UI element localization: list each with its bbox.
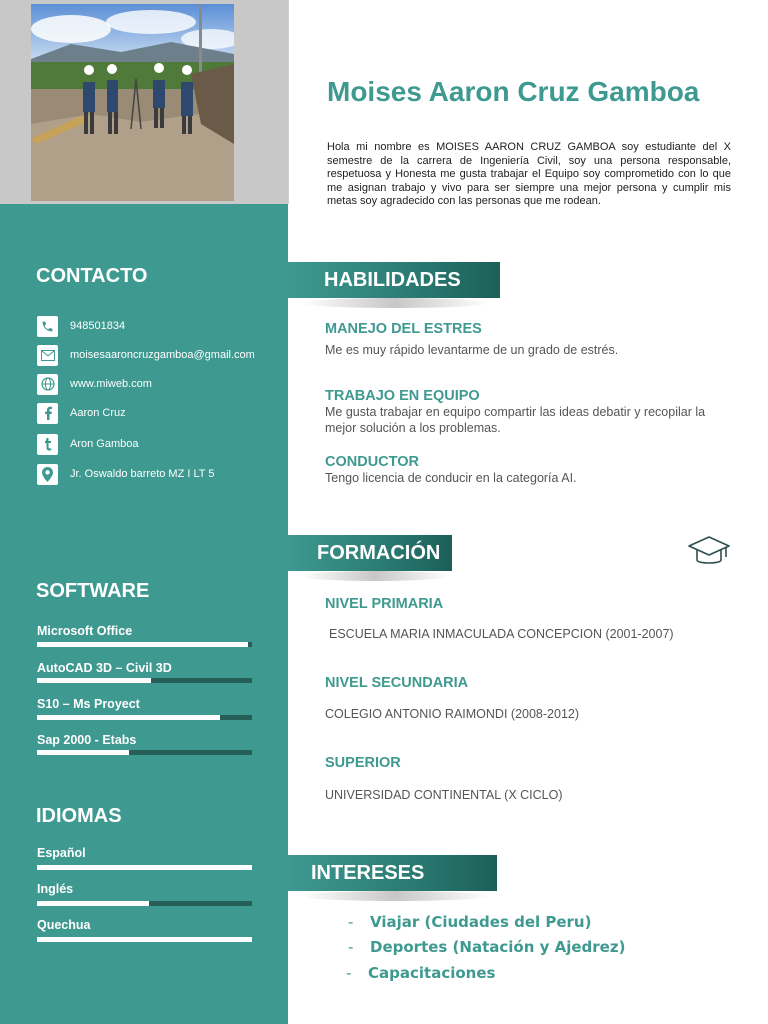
software-bar bbox=[37, 715, 252, 720]
software-label: AutoCAD 3D – Civil 3D bbox=[37, 661, 172, 675]
interest-bullet: - bbox=[348, 913, 354, 931]
tumblr-icon bbox=[37, 434, 58, 455]
contact-heading: CONTACTO bbox=[36, 265, 148, 287]
language-label: Español bbox=[37, 846, 86, 860]
contact-phone[interactable] bbox=[37, 315, 125, 337]
software-bar-fill bbox=[37, 715, 220, 720]
software-bar bbox=[37, 750, 252, 755]
contact-tumblr-text: Aron Gamboa bbox=[70, 438, 139, 450]
email-icon bbox=[37, 345, 58, 366]
interest-text: Viajar (Ciudades del Peru) bbox=[370, 913, 592, 931]
software-heading: SOFTWARE bbox=[36, 580, 150, 602]
education-banner bbox=[288, 535, 452, 571]
language-bar bbox=[37, 937, 252, 942]
skill-title: MANEJO DEL ESTRES bbox=[325, 321, 482, 337]
skills-banner bbox=[288, 262, 500, 298]
contact-web[interactable] bbox=[37, 373, 152, 395]
divider bbox=[288, 0, 289, 204]
interest-text: Deportes (Natación y Ajedrez) bbox=[370, 938, 626, 956]
language-bar bbox=[37, 901, 252, 906]
interest-item bbox=[348, 913, 591, 931]
interest-text: Capacitaciones bbox=[368, 964, 496, 982]
education-title: NIVEL SECUNDARIA bbox=[325, 675, 469, 691]
banner-shadow bbox=[300, 891, 490, 901]
language-label: Quechua bbox=[37, 918, 91, 932]
banner-shadow bbox=[300, 298, 490, 308]
software-bar bbox=[37, 678, 252, 683]
interests-banner bbox=[288, 855, 497, 891]
contact-email-text: moisesaaroncruzgamboa@gmail.com bbox=[70, 349, 255, 361]
education-text: COLEGIO ANTONIO RAIMONDI (2008-2012) bbox=[325, 707, 580, 721]
contact-facebook[interactable] bbox=[37, 402, 126, 424]
contact-tumblr[interactable] bbox=[37, 433, 138, 455]
skill-text: Me es muy rápido levantarme de un grado de estrés. bbox=[325, 343, 619, 357]
skill-title: TRABAJO EN EQUIPO bbox=[325, 388, 480, 404]
contact-email[interactable] bbox=[37, 344, 255, 366]
banner-shadow bbox=[300, 571, 450, 581]
contact-phone-text: 948501834 bbox=[70, 320, 126, 332]
language-label: Inglés bbox=[37, 882, 74, 896]
skill-title: CONDUCTOR bbox=[325, 454, 419, 470]
contact-address-text: Jr. Oswaldo barreto MZ I LT 5 bbox=[70, 468, 215, 480]
skill-text: Tengo licencia de conducir en la categoría AI. bbox=[325, 471, 577, 485]
interests-heading: INTERESES bbox=[311, 861, 425, 884]
education-heading: FORMACIÓN bbox=[317, 541, 441, 564]
contact-web-text: www.miweb.com bbox=[70, 378, 152, 390]
education-title: NIVEL PRIMARIA bbox=[325, 596, 444, 612]
education-text: UNIVERSIDAD CONTINENTAL (X CICLO) bbox=[325, 788, 563, 802]
software-bar-fill bbox=[37, 642, 248, 647]
interest-item bbox=[346, 964, 495, 982]
contact-facebook-text: Aaron Cruz bbox=[70, 407, 126, 419]
software-label: S10 – Ms Proyect bbox=[37, 697, 140, 711]
profile-photo bbox=[31, 4, 234, 201]
graduation-cap-icon bbox=[688, 535, 730, 572]
software-bar bbox=[37, 642, 252, 647]
languages-heading: IDIOMAS bbox=[36, 805, 122, 827]
skills-heading: HABILIDADES bbox=[324, 268, 461, 291]
language-bar bbox=[37, 865, 252, 870]
software-bar-fill bbox=[37, 750, 129, 755]
software-label: Sap 2000 - Etabs bbox=[37, 733, 137, 747]
interest-bullet: - bbox=[346, 964, 352, 982]
software-bar-fill bbox=[37, 678, 151, 683]
globe-icon bbox=[37, 374, 58, 395]
skill-text: Me gusta trabajar en equipo compartir las ideas debatir y recopilar la mejor solución a los problemas. bbox=[325, 405, 706, 435]
facebook-icon bbox=[37, 403, 58, 424]
phone-icon bbox=[37, 316, 58, 337]
language-bar-fill bbox=[37, 937, 252, 942]
interest-item bbox=[348, 938, 625, 956]
education-text: ESCUELA MARIA INMACULADA CONCEPCION (2001-2007) bbox=[329, 627, 674, 641]
interest-bullet: - bbox=[348, 938, 354, 956]
intro-paragraph: Hola mi nombre es MOISES AARON CRUZ GAMBOA soy estudiante del X semestre de la carrera de Ingeniería Civil, soy una persona responsable, respetuosa y Honesta me gusta trabajar el Equipo soy comprometido con lo que me asignan trabajo y vivo para ser siempre una mejor persona y cumplir mis metas soy agradecido con las personas que me rodean. bbox=[327, 141, 731, 208]
software-label: Microsoft Office bbox=[37, 624, 133, 638]
location-icon bbox=[37, 464, 58, 485]
education-title: SUPERIOR bbox=[325, 755, 401, 771]
contact-address[interactable] bbox=[37, 463, 214, 485]
language-bar-fill bbox=[37, 865, 252, 870]
person-name: Moises Aaron Cruz Gamboa bbox=[327, 76, 700, 107]
language-bar-fill bbox=[37, 901, 149, 906]
